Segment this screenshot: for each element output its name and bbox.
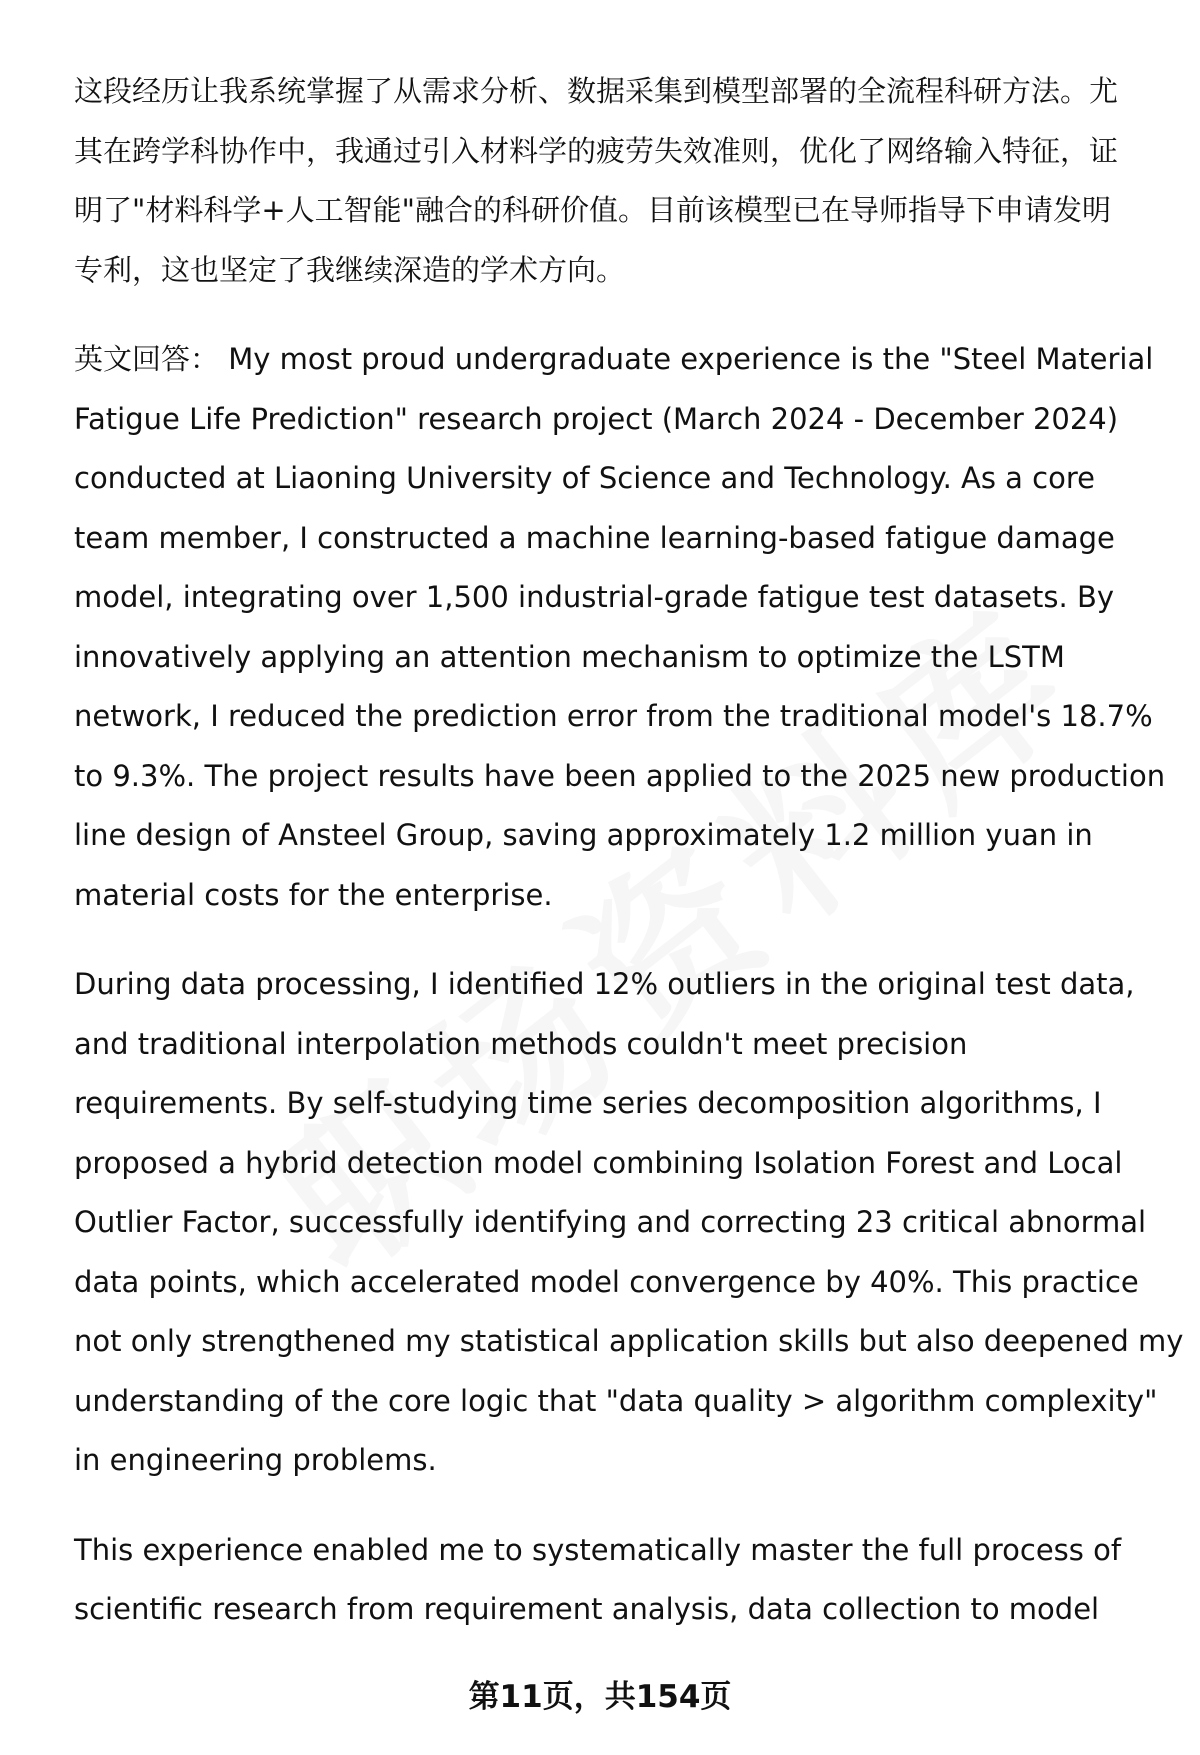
text-line: data points, which accelerated model convergence by 40%. This practice (74, 1264, 1139, 1299)
text-line: material costs for the enterprise. (74, 877, 553, 912)
text-line: and traditional interpolation methods couldn't meet precision (74, 1026, 968, 1061)
text-line: Fatigue Life Prediction" research project (March 2024 - December 2024) (74, 401, 1119, 436)
text-line: network, I reduced the prediction error from the traditional model's 18.7% (74, 699, 1153, 733)
text-line: conducted at Liaoning University of Science and Technology. As a core (74, 461, 1095, 495)
paragraph-chinese-summary (74, 62, 1164, 300)
text-line: 其在跨学科协作中，我通过引入材料学的疲劳失效准则，优化了网络输入特征，证 (74, 133, 1119, 168)
text-line: This experience enabled me to systematically master the full process of (74, 1532, 1122, 1567)
text-line: not only strengthened my statistical application skills but also deepened my (74, 1324, 1184, 1358)
text-line: 这段经历让我系统掌握了从需求分析、数据采集到模型部署的全流程科研方法。尤 (74, 74, 1119, 108)
text-line: team member, I constructed a machine learning-based fatigue damage (74, 520, 1115, 555)
text-line: in engineering problems. (74, 1443, 437, 1477)
text-line: 专利，这也坚定了我继续深造的学术方向。 (74, 252, 626, 287)
paragraph-data-processing (74, 955, 1184, 1491)
text-line: 明了"材料科学+人工智能"融合的科研价值。目前该模型已在导师指导下申请发明 (74, 193, 1111, 227)
text-line: Outlier Factor, successfully identifying and correcting 23 critical abnormal (74, 1205, 1147, 1239)
paragraph-experience-summary (74, 1521, 1164, 1640)
text-line: 英文回答： My most proud undergraduate experience is the "Steel Material (74, 342, 1154, 376)
text-line: understanding of the core logic that "data quality > algorithm complexity" (74, 1383, 1158, 1418)
text-line: innovatively applying an attention mechanism to optimize the LSTM (74, 639, 1065, 674)
text-line: line design of Ansteel Group, saving approximately 1.2 million yuan in (74, 818, 1093, 852)
text-line: requirements. By self-studying time series decomposition algorithms, I (74, 1086, 1102, 1120)
text-line: proposed a hybrid detection model combining Isolation Forest and Local (74, 1145, 1123, 1180)
text-line: scientific research from requirement analysis, data collection to model (74, 1592, 1100, 1626)
text-line: to 9.3%. The project results have been applied to the 2025 new production (74, 758, 1166, 793)
page-content (74, 62, 1184, 1670)
text-line: model, integrating over 1,500 industrial-grade fatigue test datasets. By (74, 580, 1115, 614)
paragraph-english-answer (74, 330, 1164, 925)
text-line: During data processing, I identified 12% outliers in the original test data, (74, 967, 1135, 1001)
page-number: 第11页，共154页 (468, 1679, 732, 1715)
